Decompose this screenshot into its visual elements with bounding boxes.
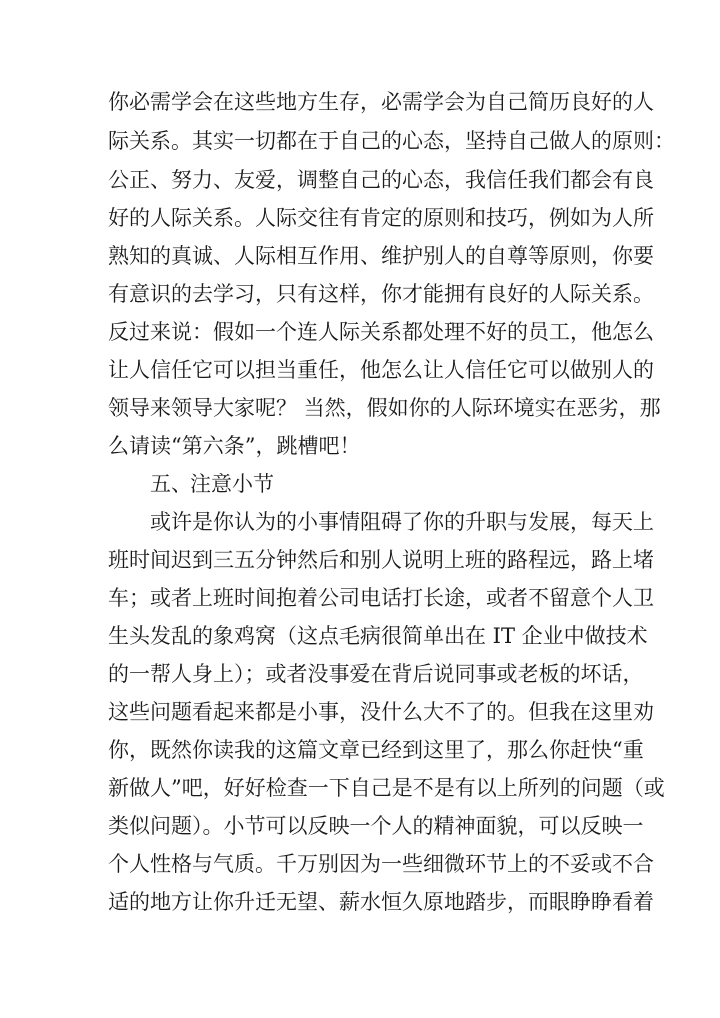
paragraph-line: 车；或者上班时间抱着公司电话打长途，或者不留意个人卫 <box>108 586 654 610</box>
paragraph-line: 让人信任它可以担当重任，他怎么让人信任它可以做别人的 <box>108 358 654 382</box>
paragraph-line: 你，既然你读我的这篇文章已经到这里了，那么你赶快“重 <box>108 738 644 762</box>
section-title: 注意小节 <box>190 472 274 496</box>
paragraph-line: 你必需学会在这些地方生存，必需学会为自己简历良好的人 <box>108 90 654 114</box>
paragraph-line: 新做人”吧，好好检查一下自己是不是有以上所列的问题（或 <box>108 776 665 800</box>
paragraph-line: 公正、努力、友爱，调整自己的心态，我信任我们都会有良 <box>108 168 654 192</box>
paragraph-line: 有意识的去学习，只有这样，你才能拥有良好的人际关系。 <box>108 282 654 306</box>
paragraph-line: 好的人际关系。人际交往有肯定的原则和技巧，例如为人所 <box>108 206 654 230</box>
section-heading <box>150 470 274 498</box>
paragraph-line: 或许是你认为的小事情阻碍了你的升职与发展，每天上 <box>150 510 654 534</box>
paragraph-line: 反过来说：假如一个连人际关系都处理不好的员工，他怎么 <box>108 320 654 344</box>
paragraph-line: 熟知的真诚、人际相互作用、维护别人的自尊等原则，你要 <box>108 244 654 268</box>
paragraph-line: 这些问题看起来都是小事，没什么大不了的。但我在这里劝 <box>108 700 654 724</box>
paragraph-line: 适的地方让你升迁无望、薪水恒久原地踏步，而眼睁睁看着 <box>108 890 654 914</box>
paragraph-line: 么请读“第六条”，跳槽吧！ <box>108 434 361 458</box>
paragraph-line: 班时间迟到三五分钟然后和别人说明上班的路程远，路上堵 <box>108 548 654 572</box>
paragraph-line: 类似问题）。小节可以反映一个人的精神面貌，可以反映一 <box>108 814 644 838</box>
section-number: 五、 <box>150 472 192 496</box>
paragraph-line: 生头发乱的象鸡窝（这点毛病很简单出在 IT 企业中做技术 <box>108 624 648 648</box>
paragraph-line: 际关系。其实一切都在于自己的心态，坚持自己做人的原则： <box>108 129 675 153</box>
paragraph-line: 领导来领导大家呢？ 当然，假如你的人际环境实在恶劣，那 <box>108 396 661 420</box>
paragraph-line: 的一帮人身上）；或者没事爱在背后说同事或老板的坏话， <box>108 662 644 686</box>
paragraph-line: 个人性格与气质。千万别因为一些细微环节上的不妥或不合 <box>108 852 654 876</box>
